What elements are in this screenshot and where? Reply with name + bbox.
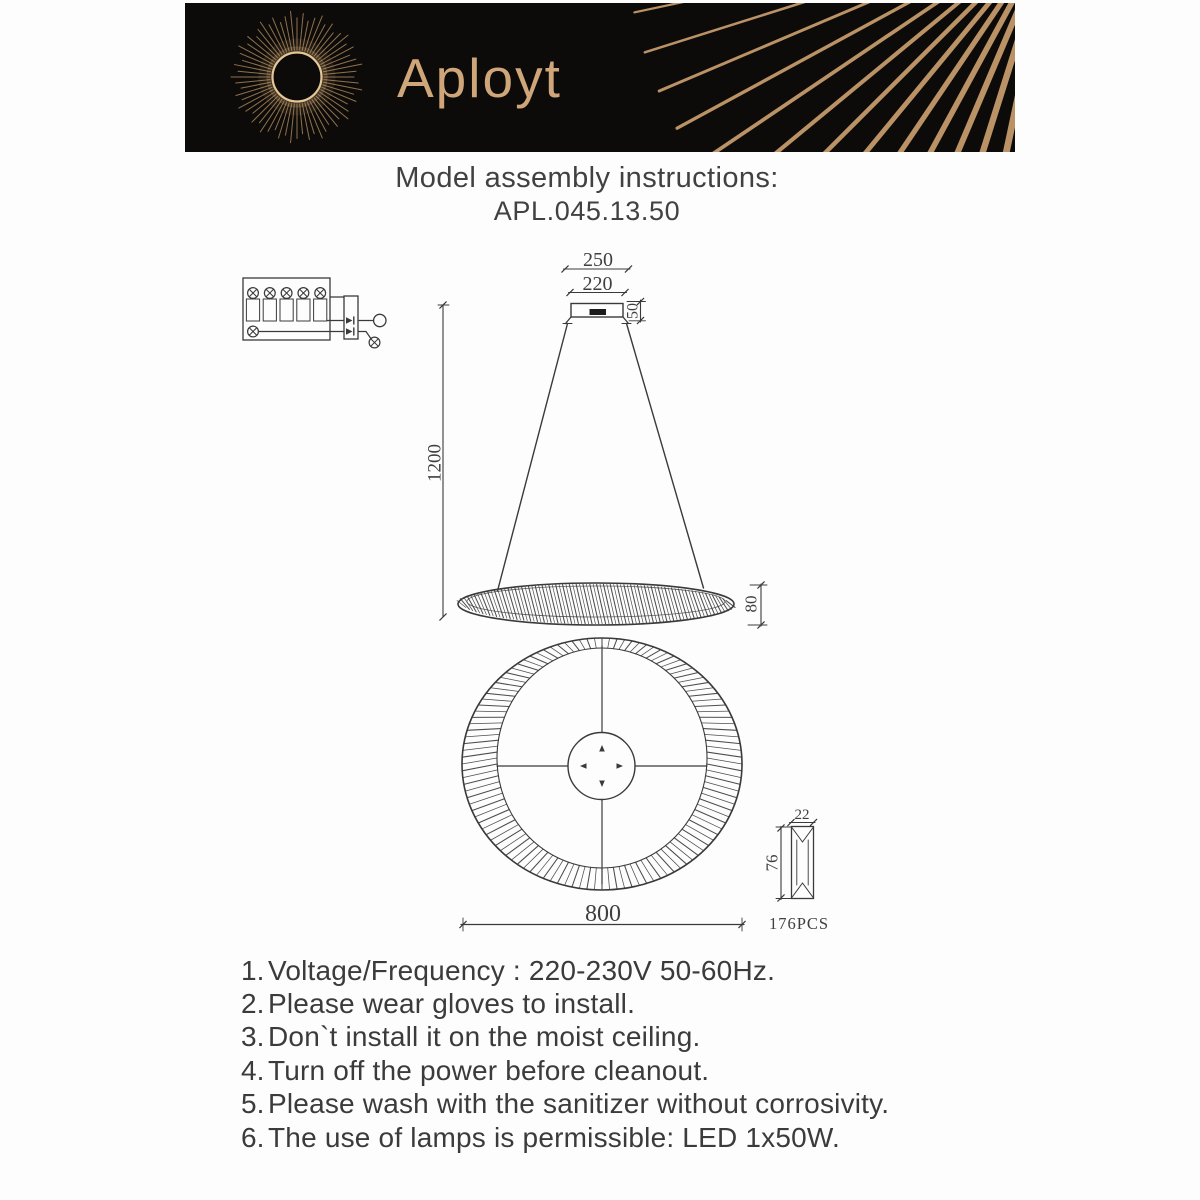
dimension-cable-length: 1200 [424, 444, 446, 482]
instruction-list [241, 954, 1031, 1154]
dimension-crystal-width: 22 [794, 807, 810, 823]
dimension-crystal-height: 76 [762, 854, 782, 872]
instruction-text: Please wear gloves to install. [268, 988, 636, 1020]
crystal-piece-count: 176PCS [768, 914, 830, 933]
instruction-item [241, 954, 1031, 987]
instruction-number: 2. [241, 988, 265, 1020]
instruction-number: 5. [241, 1088, 265, 1120]
instruction-number: 6. [241, 1121, 265, 1153]
instruction-number: 4. [241, 1054, 265, 1086]
instruction-text: The use of lamps is permissible: LED 1x50W. [268, 1121, 840, 1153]
ring-side-view [457, 583, 735, 625]
brand-name: Aployt [397, 47, 562, 109]
instruction-number: 1. [241, 954, 265, 986]
ring-front-view [462, 638, 742, 890]
instruction-text: Please wash with the sanitizer without corrosivity. [268, 1088, 890, 1120]
instruction-number: 3. [241, 1021, 265, 1053]
dimension-canopy-height: 50 [624, 303, 642, 319]
instruction-item [241, 1021, 1031, 1054]
crystal-pendant-detail [792, 827, 814, 899]
instruction-text: Don`t install it on the moist ceiling. [268, 1021, 701, 1053]
instruction-item [241, 1088, 1031, 1121]
instruction-text: Voltage/Frequency : 220-230V 50-60Hz. [268, 954, 776, 986]
wiring-diagram [243, 278, 386, 348]
dimension-canopy-inner: 220 [582, 273, 613, 295]
page-title: Model assembly instructions: [395, 162, 779, 194]
suspension-canopy-and-wires [498, 304, 704, 592]
instruction-item [241, 1054, 1031, 1087]
dimension-ring-height: 80 [741, 595, 761, 613]
instruction-item [241, 987, 1031, 1020]
instruction-item [241, 1121, 1031, 1154]
dimension-ring-diameter: 800 [585, 901, 621, 927]
instruction-text: Turn off the power before cleanout. [268, 1054, 710, 1086]
dimension-canopy-outer: 250 [583, 249, 613, 271]
model-number: APL.045.13.50 [493, 196, 681, 226]
